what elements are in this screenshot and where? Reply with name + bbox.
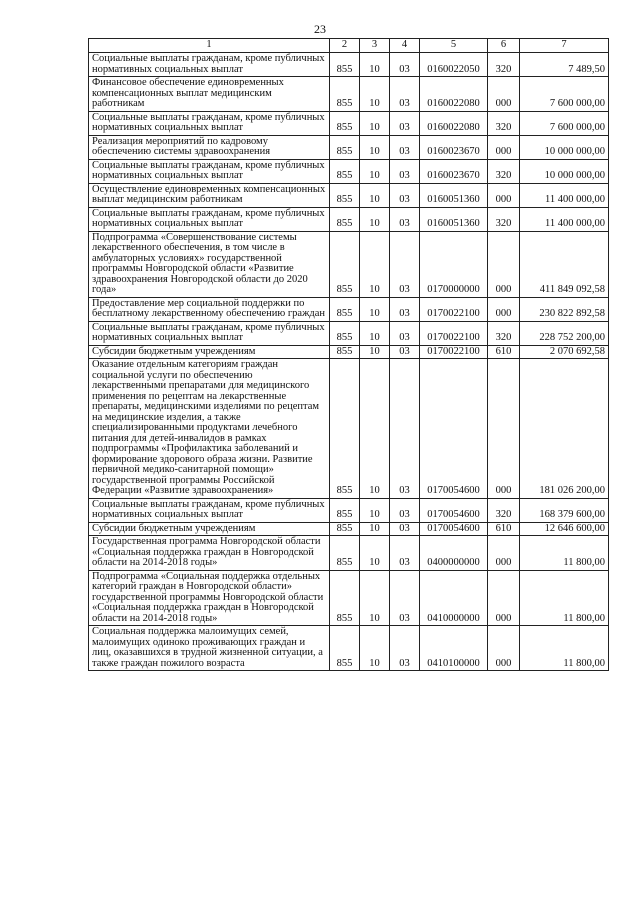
table-row xyxy=(89,77,609,112)
row-expense-type-code: 000 xyxy=(488,231,520,297)
row-target-article-code: 0410000000 xyxy=(420,570,488,626)
row-name: Социальные выплаты гражданам, кроме публичных нормативных социальных выплат xyxy=(89,498,330,522)
budget-table xyxy=(88,38,609,671)
row-expense-type-code: 000 xyxy=(488,626,520,671)
row-subsection-code: 03 xyxy=(390,207,420,231)
row-name: Реализация мероприятий по кадровому обеспечению системы здравоохранения xyxy=(89,135,330,159)
row-subsection-code: 03 xyxy=(390,359,420,499)
row-target-article-code: 0170054600 xyxy=(420,359,488,499)
row-amount: 181 026 200,00 xyxy=(520,359,609,499)
row-name: Подпрограмма «Совершенствование системы лекарственного обеспечения, в том числе в амбулаторных условиях» государственной программы Новгородской области «Развитие здравоохранения Новгородской области до 2020 года» xyxy=(89,231,330,297)
row-amount: 2 070 692,58 xyxy=(520,345,609,359)
row-expense-type-code: 610 xyxy=(488,345,520,359)
row-department-code: 855 xyxy=(330,77,360,112)
table-row xyxy=(89,231,609,297)
row-name: Социальные выплаты гражданам, кроме публичных нормативных социальных выплат xyxy=(89,159,330,183)
table-row xyxy=(89,53,609,77)
row-department-code: 855 xyxy=(330,522,360,536)
row-subsection-code: 03 xyxy=(390,522,420,536)
row-department-code: 855 xyxy=(330,536,360,571)
row-expense-type-code: 320 xyxy=(488,159,520,183)
row-department-code: 855 xyxy=(330,321,360,345)
table-row xyxy=(89,159,609,183)
row-target-article-code: 0410100000 xyxy=(420,626,488,671)
row-amount: 230 822 892,58 xyxy=(520,297,609,321)
row-department-code: 855 xyxy=(330,359,360,499)
row-section-code: 10 xyxy=(360,321,390,345)
table-row xyxy=(89,498,609,522)
row-expense-type-code: 320 xyxy=(488,111,520,135)
table-row xyxy=(89,321,609,345)
table-row xyxy=(89,536,609,571)
row-subsection-code: 03 xyxy=(390,135,420,159)
row-expense-type-code: 000 xyxy=(488,536,520,571)
row-target-article-code: 0160051360 xyxy=(420,183,488,207)
row-amount: 7 600 000,00 xyxy=(520,77,609,112)
row-expense-type-code: 320 xyxy=(488,53,520,77)
row-section-code: 10 xyxy=(360,626,390,671)
row-subsection-code: 03 xyxy=(390,570,420,626)
row-amount: 411 849 092,58 xyxy=(520,231,609,297)
row-expense-type-code: 000 xyxy=(488,570,520,626)
row-target-article-code: 0170000000 xyxy=(420,231,488,297)
row-expense-type-code: 000 xyxy=(488,77,520,112)
row-expense-type-code: 610 xyxy=(488,522,520,536)
row-amount: 10 000 000,00 xyxy=(520,159,609,183)
row-name: Субсидии бюджетным учреждениям xyxy=(89,345,330,359)
row-target-article-code: 0160023670 xyxy=(420,159,488,183)
row-target-article-code: 0160022080 xyxy=(420,77,488,112)
row-department-code: 855 xyxy=(330,297,360,321)
row-target-article-code: 0170022100 xyxy=(420,321,488,345)
table-row xyxy=(89,135,609,159)
table-row xyxy=(89,111,609,135)
row-subsection-code: 03 xyxy=(390,297,420,321)
row-section-code: 10 xyxy=(360,359,390,499)
row-section-code: 10 xyxy=(360,53,390,77)
row-section-code: 10 xyxy=(360,297,390,321)
row-target-article-code: 0160023670 xyxy=(420,135,488,159)
row-target-article-code: 0170054600 xyxy=(420,498,488,522)
page-number: 23 xyxy=(314,22,326,36)
row-department-code: 855 xyxy=(330,183,360,207)
table-row xyxy=(89,345,609,359)
column-header: 2 xyxy=(330,39,360,53)
row-name: Предоставление мер социальной поддержки по бесплатному лекарственному обеспечению граждан xyxy=(89,297,330,321)
row-name: Государственная программа Новгородской области «Социальная поддержка граждан в Новгородской области на 2014-2018 годы» xyxy=(89,536,330,571)
row-department-code: 855 xyxy=(330,53,360,77)
row-amount: 7 489,50 xyxy=(520,53,609,77)
row-subsection-code: 03 xyxy=(390,183,420,207)
row-department-code: 855 xyxy=(330,570,360,626)
row-subsection-code: 03 xyxy=(390,321,420,345)
row-amount: 12 646 600,00 xyxy=(520,522,609,536)
table-header-row xyxy=(89,39,609,53)
row-name: Оказание отдельным категориям граждан социальной услуги по обеспечению лекарственными препаратами для медицинского применения по рецептам на лекарственные препараты, медицинскими изделиями по рецептам на медицинские изделия, а также специализированными продуктами лечебного питания для детей-инвалидов в рамках подпрограммы «Профилактика заболеваний и формирование здорового образа жизни. Развитие первичной медико-санитарной помощи» государственной программы Российской Федерации «Развитие здравоохранения» xyxy=(89,359,330,499)
row-amount: 11 800,00 xyxy=(520,570,609,626)
table-row xyxy=(89,522,609,536)
row-amount: 228 752 200,00 xyxy=(520,321,609,345)
row-expense-type-code: 000 xyxy=(488,135,520,159)
table-row xyxy=(89,183,609,207)
row-expense-type-code: 320 xyxy=(488,498,520,522)
row-department-code: 855 xyxy=(330,345,360,359)
column-header: 6 xyxy=(488,39,520,53)
row-name: Социальные выплаты гражданам, кроме публичных нормативных социальных выплат xyxy=(89,53,330,77)
table-row xyxy=(89,207,609,231)
row-section-code: 10 xyxy=(360,570,390,626)
row-subsection-code: 03 xyxy=(390,345,420,359)
row-target-article-code: 0170022100 xyxy=(420,345,488,359)
row-amount: 11 800,00 xyxy=(520,536,609,571)
row-subsection-code: 03 xyxy=(390,498,420,522)
row-expense-type-code: 320 xyxy=(488,321,520,345)
row-amount: 7 600 000,00 xyxy=(520,111,609,135)
row-section-code: 10 xyxy=(360,207,390,231)
column-header: 7 xyxy=(520,39,609,53)
row-target-article-code: 0170054600 xyxy=(420,522,488,536)
row-subsection-code: 03 xyxy=(390,626,420,671)
row-department-code: 855 xyxy=(330,159,360,183)
row-amount: 11 800,00 xyxy=(520,626,609,671)
table-row xyxy=(89,626,609,671)
row-section-code: 10 xyxy=(360,522,390,536)
row-expense-type-code: 000 xyxy=(488,183,520,207)
row-amount: 168 379 600,00 xyxy=(520,498,609,522)
row-section-code: 10 xyxy=(360,498,390,522)
row-section-code: 10 xyxy=(360,159,390,183)
row-expense-type-code: 320 xyxy=(488,207,520,231)
row-subsection-code: 03 xyxy=(390,536,420,571)
table-row xyxy=(89,359,609,499)
row-subsection-code: 03 xyxy=(390,77,420,112)
row-name: Социальные выплаты гражданам, кроме публичных нормативных социальных выплат xyxy=(89,111,330,135)
row-department-code: 855 xyxy=(330,626,360,671)
row-target-article-code: 0160022050 xyxy=(420,53,488,77)
row-target-article-code: 0160022080 xyxy=(420,111,488,135)
row-expense-type-code: 000 xyxy=(488,359,520,499)
column-header: 1 xyxy=(89,39,330,53)
row-section-code: 10 xyxy=(360,345,390,359)
row-subsection-code: 03 xyxy=(390,111,420,135)
row-department-code: 855 xyxy=(330,231,360,297)
row-target-article-code: 0160051360 xyxy=(420,207,488,231)
row-amount: 10 000 000,00 xyxy=(520,135,609,159)
row-department-code: 855 xyxy=(330,111,360,135)
row-expense-type-code: 000 xyxy=(488,297,520,321)
row-name: Субсидии бюджетным учреждениям xyxy=(89,522,330,536)
row-name: Подпрограмма «Социальная поддержка отдельных категорий граждан в Новгородской области» государственной программы Новгородской области «Социальная поддержка граждан в Новгородской области на 2014-2018 годы» xyxy=(89,570,330,626)
row-name: Социальные выплаты гражданам, кроме публичных нормативных социальных выплат xyxy=(89,207,330,231)
table-row xyxy=(89,297,609,321)
row-subsection-code: 03 xyxy=(390,53,420,77)
row-section-code: 10 xyxy=(360,183,390,207)
column-header: 5 xyxy=(420,39,488,53)
row-section-code: 10 xyxy=(360,111,390,135)
row-name: Осуществление единовременных компенсационных выплат медицинским работникам xyxy=(89,183,330,207)
row-target-article-code: 0400000000 xyxy=(420,536,488,571)
table-body xyxy=(89,53,609,671)
row-subsection-code: 03 xyxy=(390,159,420,183)
row-department-code: 855 xyxy=(330,207,360,231)
column-header: 4 xyxy=(390,39,420,53)
row-target-article-code: 0170022100 xyxy=(420,297,488,321)
row-section-code: 10 xyxy=(360,135,390,159)
row-amount: 11 400 000,00 xyxy=(520,207,609,231)
row-name: Социальные выплаты гражданам, кроме публичных нормативных социальных выплат xyxy=(89,321,330,345)
row-amount: 11 400 000,00 xyxy=(520,183,609,207)
table-row xyxy=(89,570,609,626)
column-header: 3 xyxy=(360,39,390,53)
row-department-code: 855 xyxy=(330,498,360,522)
row-section-code: 10 xyxy=(360,536,390,571)
row-section-code: 10 xyxy=(360,231,390,297)
row-name: Финансовое обеспечение единовременных компенсационных выплат медицинским работникам xyxy=(89,77,330,112)
row-section-code: 10 xyxy=(360,77,390,112)
row-name: Социальная поддержка малоимущих семей, малоимущих одиноко проживающих граждан и лиц, оказавшихся в трудной жизненной ситуации, а также граждан пожилого возраста xyxy=(89,626,330,671)
row-department-code: 855 xyxy=(330,135,360,159)
row-subsection-code: 03 xyxy=(390,231,420,297)
